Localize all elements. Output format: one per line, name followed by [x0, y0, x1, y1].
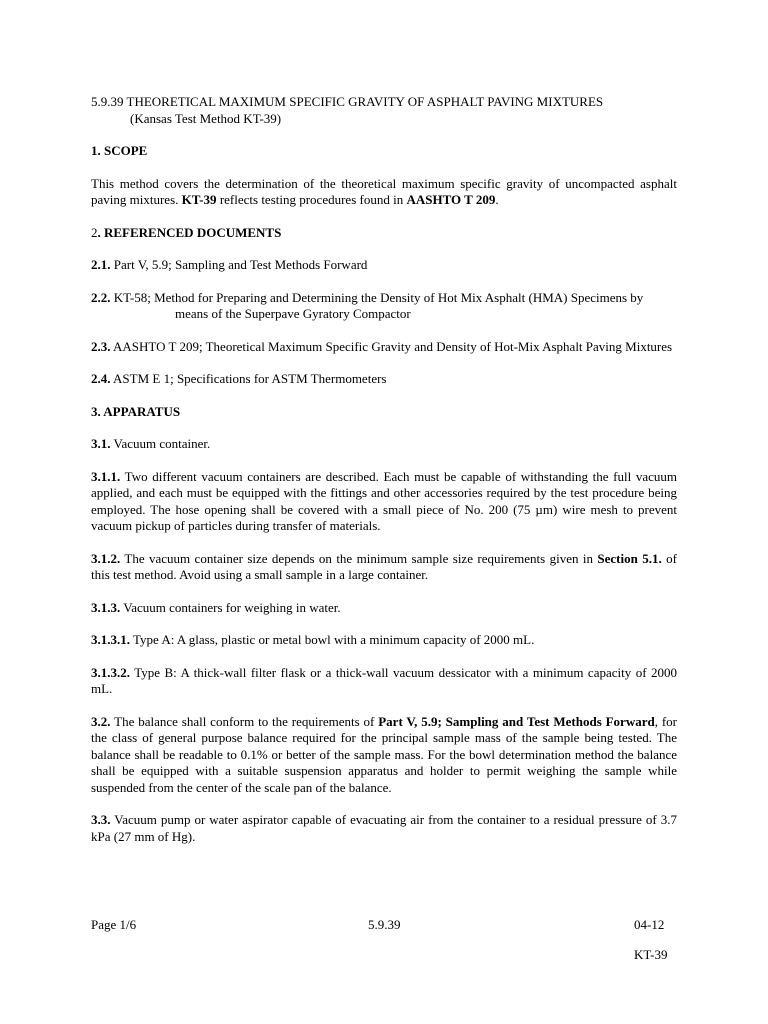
item-number: 2.3. [91, 338, 111, 354]
item-number: 3.1.3.2. [91, 664, 130, 680]
item-text: Type B: A thick-wall filter flask or a thick-wall vacuum dessicator with a minimum capacity of 2000 mL. [91, 664, 677, 696]
item-3-2 [91, 714, 677, 797]
item-text: Type A: A glass, plastic or metal bowl with a minimum capacity of 2000 mL. [130, 632, 535, 647]
item-text: Vacuum containers for weighing in water. [120, 599, 341, 615]
ref-2-1 [91, 257, 677, 274]
item-text: The vacuum container size depends on the minimum sample size requirements given in [120, 550, 598, 566]
item-text: The balance shall conform to the requirements of [110, 713, 379, 729]
refdocs-heading [91, 225, 677, 242]
item-number: 3.1.1. [91, 468, 121, 484]
item-text: Vacuum container. [110, 436, 211, 451]
apparatus-heading: 3. APPARATUS [91, 403, 181, 419]
item-text: of this test method. Avoid using a small sample in a large container. [91, 550, 677, 582]
item-text: ASTM E 1; Specifications for ASTM Thermometers [110, 371, 387, 386]
item-3-1-1 [91, 469, 677, 535]
section-ref: Part V, 5.9; Sampling and Test Methods Forward [378, 713, 655, 729]
ref-2-4 [91, 371, 677, 388]
footer-page-number: Page 1/6 [91, 917, 137, 932]
footer-date: 04-12 [634, 917, 665, 932]
scope-text: . [495, 192, 499, 207]
item-number: 3.2. [91, 713, 111, 729]
footer-doc-id: KT-39 [634, 947, 668, 962]
item-number: 2.2. [91, 289, 111, 305]
item-text: Vacuum pump or water aspirator capable of evacuating air from the container to a residual pressure of 3.7 kPa (27 mm of Hg). [91, 812, 677, 844]
item-number: 3.1.2. [91, 550, 121, 566]
scope-kt39: KT-39 [181, 192, 217, 207]
item-number: 3.1.3. [91, 599, 121, 615]
item-number: 3.1. [91, 436, 111, 451]
scope-heading: 1. SCOPE [91, 143, 148, 158]
page-footer [91, 917, 677, 937]
item-text: Two different vacuum containers are described. Each must be capable of withstanding the full vacuum applied, and each must be equipped with the fittings and other accessories required by the test procedure being employed. The hose opening shall be covered with a small piece of No. 200 (75 µm) wire mesh to prevent vacuum pickup of particles during transfer of materials. [91, 468, 677, 533]
item-number: 2.1. [91, 257, 111, 272]
item-text: Part V, 5.9; Sampling and Test Methods Forward [110, 257, 368, 272]
document-subtitle: (Kansas Test Method KT-39) [130, 110, 282, 126]
footer-section: 5.9.39 [368, 917, 401, 932]
item-3-1-3-2 [91, 665, 677, 698]
item-3-3 [91, 812, 677, 845]
refdocs-number: 2 [91, 224, 98, 240]
section-ref: Section 5.1. [597, 550, 662, 566]
scope-text: reflects testing procedures found in [216, 192, 407, 207]
item-3-1 [91, 436, 677, 453]
document-title: 5.9.39 THEORETICAL MAXIMUM SPECIFIC GRAVITY OF ASPHALT PAVING MIXTURES [91, 94, 604, 109]
item-3-1-2 [91, 551, 677, 584]
item-text: AASHTO T 209; Theoretical Maximum Specific Gravity and Density of Hot-Mix Asphalt Paving Mixtures [110, 338, 673, 354]
scope-text: This method covers the determination of the theoretical maximum specific gravity of uncompacted asphalt paving mixtures. [91, 175, 677, 207]
item-number: 3.1.3.1. [91, 632, 130, 647]
item-3-1-3 [91, 600, 677, 617]
document-body [91, 94, 677, 845]
item-number: 2.4. [91, 371, 111, 386]
refdocs-title: . REFERENCED DOCUMENTS [97, 224, 282, 240]
item-text: , for the class of general purpose balance required for the principal sample mass of the sample being tested. The balance shall be readable to 0.1% or better of the sample mass. For the bowl determination method the balance shall be equipped with a suitable suspension apparatus and holder to permit weighing the sample while suspended from the center of the scale pan of the balance. [91, 713, 678, 795]
ref-2-3 [91, 339, 677, 356]
item-text: KT-58; Method for Preparing and Determining the Density of Hot Mix Asphalt (HMA) Specimens by means of the Superpave Gyratory Compactor [110, 289, 644, 321]
scope-aashto: AASHTO T 209 [406, 192, 496, 207]
scope-paragraph [91, 176, 677, 209]
item-3-1-3-1 [91, 632, 677, 649]
item-number: 3.3. [91, 812, 111, 827]
ref-2-2 [91, 290, 677, 323]
